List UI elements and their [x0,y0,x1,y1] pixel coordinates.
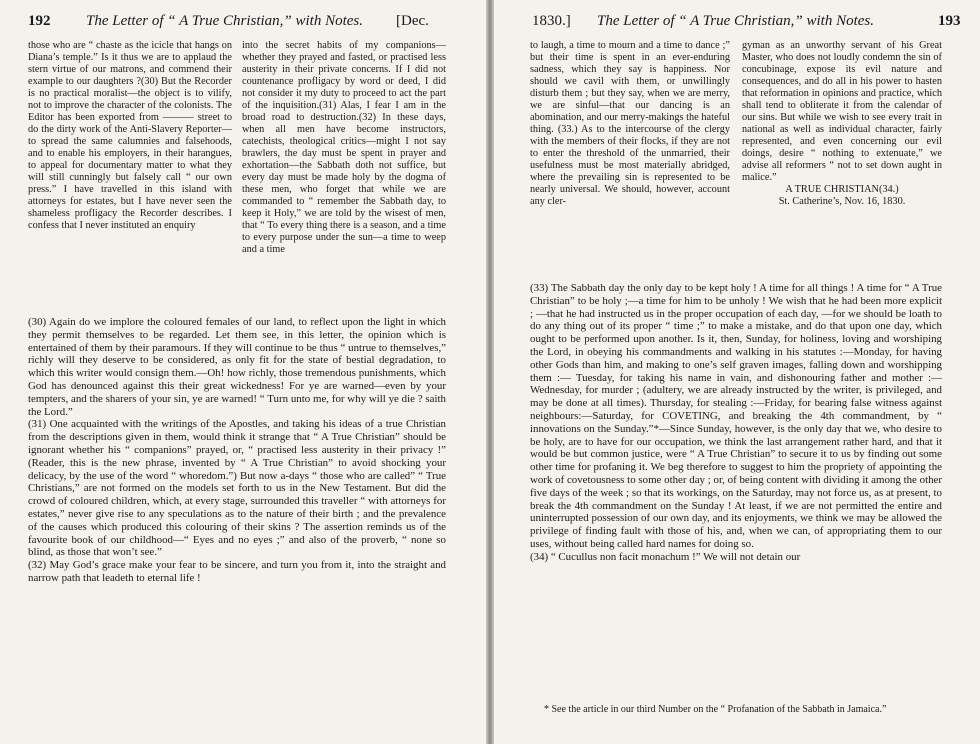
signature-place-date: St. Catherine’s, Nov. 16, 1830. [778,196,906,207]
right-year-mark: 1830.] [532,13,571,29]
note-32: (32) May God’s grace make your fear to be sincere, and turn you from it, into the straight and narrow path that leadeth to eternal life ! [28,559,446,584]
note-33: (33) The Sabbath day the only day to be kept holy ! A time for all things ! A time for “ A True Christian” to be holy ;—a time for him to be unholy ! We wish that he had been more explicit ; —that he had instructed us in the proper occupation of each day, —for we should be loath to do any thing out of its proper “ time ;” to make a mistake, and do that upon one day, which ought to be performed upon another. Is it, then, Sunday, for holiness, loving and worshiping the Lord, in obeying his commandments and walking in his statutes :—Monday, for having other Gods than him, and making to one’s self graven images, falling down and worshipping them :— Tuesday, for taking his name in vain, and dishonouring father and mother :—Wednesday, for murder ; (adultery, we are already instructed by the writer, is privileged, and may be done at all times). Thursday, for stealing :—Friday, for bearing false witness against neighbours:—Saturday, for COVETING, and breaking the 4th commandment, by “ innovations on the Sunday.”*—Since Sunday, however, is the only day that we, who desire to be holy, are to have for our occupation, we think the last arrangement rather hard, and that it would be but common justice, were “ A True Christian” to secure it to us by finding out some other time for profaning it. We beg therefore to suggest to him the propriety of appointing the work of covetousness to some other day ; or, of being content with dividing it among the other five days of the week ; so that its workings, on the Saturday, may not force us, as at present, to break the 4th commandment on the Sunday ! At least, if we are not permitted the entire and uninterrupted possession of our own day, and its enjoyments, we think we may be allowed the privilege of finding fault with those of his, and, when we can, of appropriating them to our uses, without being called hard names for doing so. [530,282,942,550]
note-31: (31) One acquainted with the writings of the Apostles, and taking his ideas of a true Christian from the descriptions given in them, would think it strange that “ A True Christian” should be ignorant whether his “ companions” prayed, or, “ practised less austerity in their privacy !” (Reader, this is the new phrase, invented by “ A True Christian” to avoid shocking your delicacy, by the use of the word “ whoredom.”) But now a-days “ those who are called” “ True Christians,” are not formed on the models set forth to us in the New Testament. But did the crowd of coloured children, which, at every stage, surrounded this traveller “ with attorneys for estates,” never give rise to any speculations as to the nature of their birth ; and the prevalence of the causes which produced this colouring of their skins ? The assertion reminds us of the favourite book of our childhood—“ Eyes and no eyes ;” and also of the proverb, “ none so blind, as those that won’t see.” [28,418,446,559]
signature: A TRUE CHRISTIAN(34.) [785,184,899,195]
note-34: (34) “ Cucullus non facit monachum !” We will not detain our [530,550,801,563]
book-gutter [486,0,494,744]
left-page-header [28,10,468,32]
left-column-1 [28,40,232,304]
footnote-text: * See the article in our third Number on the “ Profanation of the Sabbath in Jamaica.” [544,704,887,715]
left-running-title: The Letter of “ A True Christian,” with Notes. [86,13,364,29]
note-30: (30) Again do we implore the coloured females of our land, to reflect upon the light in which they permit themselves to be regarded. Let them see, in this letter, the opinion which is entertained of them by their paramours. If they will continue to be thus “ untrue to themselves,” richly will they deserve to be considered, as only fit for the state of bestial degradation, to which this writer would consign them.—Oh! how richly, those tremendous punishments, which God has denounced against this their great wickedness! For ye are warned—even by your tempters, and the sharers of your sin, ye are warned! “ Turn unto me, for why will ye die ? saith the Lord.” [28,316,446,418]
left-column-1-text: those who are “ chaste as the icicle that hangs on Diana’s temple.” Is it thus we are to applaud the stern virtue of our matrons, and commend their example to our daughters ?(30) But the Recorder is no practical moralist—the object is to vilify, not to improve the character of the colonists. The Editor has been exported from ——— street to do the dirty work of the Anti-Slavery Reporter—to spread the same calumnies and falsehoods, and to enable his employers, in their harangues, to appeal for documentary matter to what they will still cunningly but falsely call “ our own press.” I have travelled in this island with attorneys for estates, but I have never seen the shameless profligacy the Recorder describes. I confess that I never instituted an enquiry [28,40,232,231]
left-column-2-text: into the secret habits of my companions—whether they prayed and fasted, or practised less austerity in their private concerns. If I did not countenance profligacy by word or deed, I did not consider it my duty to proceed to act the part of the inquisition.(31) Alas, I fear I am in the broad road to destruction.(32) In these days, when all men have become instructors, catechists, theological critics—might I not say brawlers, the day must be spent in prayer and exhortation—the Sabbath doth not suffice, but every day must be made holy by the dogma of these men, who forget that while we are commanded to “ remember the Sabbath day, to keep it Holy,” we are told by the wisest of men, that “ To every thing there is a season, and a time to every purpose under the sun—a time to weep and a time [242,40,446,255]
right-column-1-text: to laugh, a time to mourn and a time to dance ;” but their time is spent in an ever-enduring sadness, which they say is happiness. Nor should we cavil with them, or unwillingly disturb them ; but they say, when we are merry, we are sinful—that our dancing is an abomination, and our merry-makings the hateful thing. (33.) As to the intercourse of the clergy with the members of their flocks, if they are not to enter the threshold of the unmarried, their usefulness must be most materially abridged, where the prevailing sin is represented to be nearly universal. We should, however, account any cler- [530,40,730,207]
right-page-header [522,10,962,32]
right-page-number: 193 [938,13,961,29]
left-page-number: 192 [28,13,51,29]
right-page [494,0,980,744]
right-running-title: The Letter of “ A True Christian,” with Notes. [597,13,875,29]
left-column-2 [242,40,446,304]
right-column-1 [530,40,730,272]
right-notes [530,282,942,700]
right-footnote [544,704,940,740]
right-column-2-text: gyman as an unworthy servant of his Great Master, who does not loudly condemn the sin of concubinage, expose its evil nature and consequences, and do all in his power to hasten that reformation in opinions and practice, which shall tend to obliterate it from the calendar of our sins. But while we wish to see every trait in national as well as individual character, fairly represented, and even concerning our evil doings, desire “ nothing to extenuate,” we advise all reformers “ not to set down aught in malice.” [742,40,942,183]
left-date-mark: [Dec. [396,13,429,29]
left-notes [28,316,446,744]
left-page [0,0,486,744]
right-column-2 [742,40,942,272]
